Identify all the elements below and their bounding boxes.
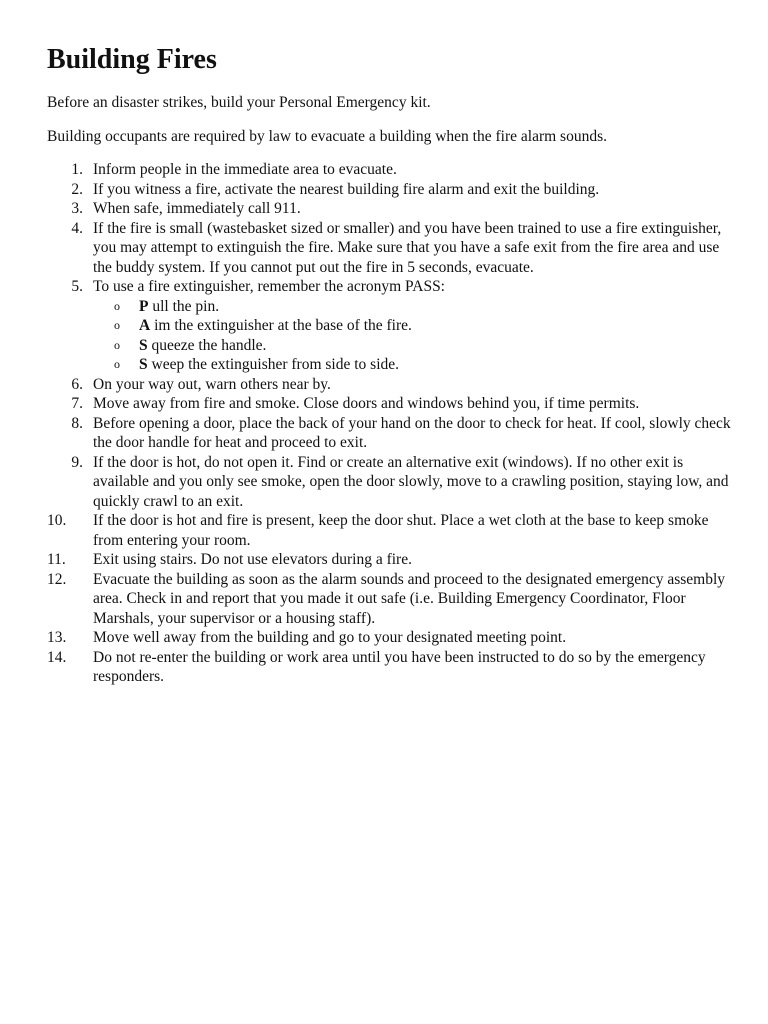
step-number: 10.: [47, 512, 67, 529]
list-item: [47, 277, 737, 375]
pass-sublist: [93, 297, 737, 375]
pass-letter: S: [139, 356, 148, 373]
pass-item: [93, 316, 737, 336]
list-item: [47, 199, 737, 219]
step-text: Evacuate the building as soon as the alarm sounds and proceed to the designated emergency assembly area. Check in and report that you made it out safe (i.e. Building Emergency Coordinator, Floor Marshals, your supervisor or a housing staff).: [93, 570, 726, 627]
step-text: To use a fire extinguisher, remember the acronym PASS:: [93, 278, 445, 295]
pass-text: ull the pin.: [148, 297, 220, 315]
steps-list: [47, 160, 737, 687]
step-text: If the door is hot, do not open it. Find or create an alternative exit (windows). If no other exit is available and you only see smoke, open the door slowly, move to a crawling position, staying low, and quickly crawl to an exit.: [93, 453, 729, 510]
step-text: If the fire is small (wastebasket sized or smaller) and you have been trained to use a fire extinguisher, you may attempt to extinguish the fire. Make sure that you have a safe exit from the fire area and use the buddy system. If you cannot put out the fire in 5 seconds, evacuate.: [93, 219, 722, 276]
list-item: [47, 375, 737, 395]
list-item: [47, 453, 737, 512]
pass-item: [93, 355, 737, 375]
step-text: Move away from fire and smoke. Close doors and windows behind you, if time permits.: [93, 395, 640, 412]
pass-text: queeze the handle.: [147, 336, 267, 354]
step-number: 6.: [71, 375, 83, 393]
step-text: Move well away from the building and go to your designated meeting point.: [93, 629, 567, 646]
step-number: 9.: [71, 453, 83, 471]
intro-paragraph: Before an disaster strikes, build your Personal Emergency kit.: [47, 94, 431, 111]
step-number: 4.: [71, 219, 83, 237]
bullet-icon: o: [114, 337, 120, 352]
step-text: Exit using stairs. Do not use elevators during a fire.: [93, 551, 412, 568]
step-number: 13.: [47, 629, 67, 646]
list-item: [47, 394, 737, 414]
step-number: 14.: [47, 648, 67, 666]
pass-letter: P: [139, 297, 149, 315]
step-text: Before opening a door, place the back of your hand on the door to check for heat. If cool, slowly check the door handle for heat and proceed to exit.: [93, 414, 731, 451]
pass-text: weep the extinguisher from side to side.: [147, 356, 400, 373]
page-title: Building Fires: [47, 44, 217, 75]
bullet-icon: o: [114, 298, 120, 313]
list-item: [47, 219, 737, 278]
step-number: 8.: [71, 414, 83, 432]
pass-letter: S: [139, 336, 148, 354]
step-number: 11.: [47, 551, 66, 568]
list-item: [47, 511, 737, 550]
step-text: If the door is hot and fire is present, keep the door shut. Place a wet cloth at the base to keep smoke from entering your room.: [93, 512, 709, 549]
list-item: [47, 160, 737, 180]
step-number: 2.: [71, 180, 83, 198]
step-text: Inform people in the immediate area to evacuate.: [93, 161, 397, 178]
list-item: [47, 414, 737, 453]
step-number: 5.: [71, 278, 83, 295]
pass-item: [93, 297, 737, 317]
list-item: [47, 550, 737, 570]
list-item: [47, 570, 737, 629]
step-number: 3.: [71, 200, 83, 217]
list-item: [47, 180, 737, 200]
list-item: [47, 648, 737, 687]
list-item: [47, 628, 737, 648]
pass-item: [93, 336, 737, 356]
step-text: Do not re-enter the building or work area until you have been instructed to do so by the emergency responders.: [93, 648, 706, 685]
step-number: 1.: [71, 161, 83, 178]
bullet-icon: o: [114, 318, 120, 332]
step-text: On your way out, warn others near by.: [93, 375, 331, 393]
step-text: When safe, immediately call 911.: [93, 200, 301, 217]
pass-text: im the extinguisher at the base of the fire.: [150, 317, 412, 334]
step-number: 12.: [47, 570, 67, 588]
step-text: If you witness a fire, activate the nearest building fire alarm and exit the building.: [93, 180, 600, 198]
law-paragraph: Building occupants are required by law to evacuate a building when the fire alarm sounds.: [47, 127, 607, 145]
bullet-icon: o: [114, 357, 120, 371]
document-page: [47, 40, 737, 687]
step-number: 7.: [71, 395, 83, 412]
pass-letter: A: [139, 317, 151, 334]
